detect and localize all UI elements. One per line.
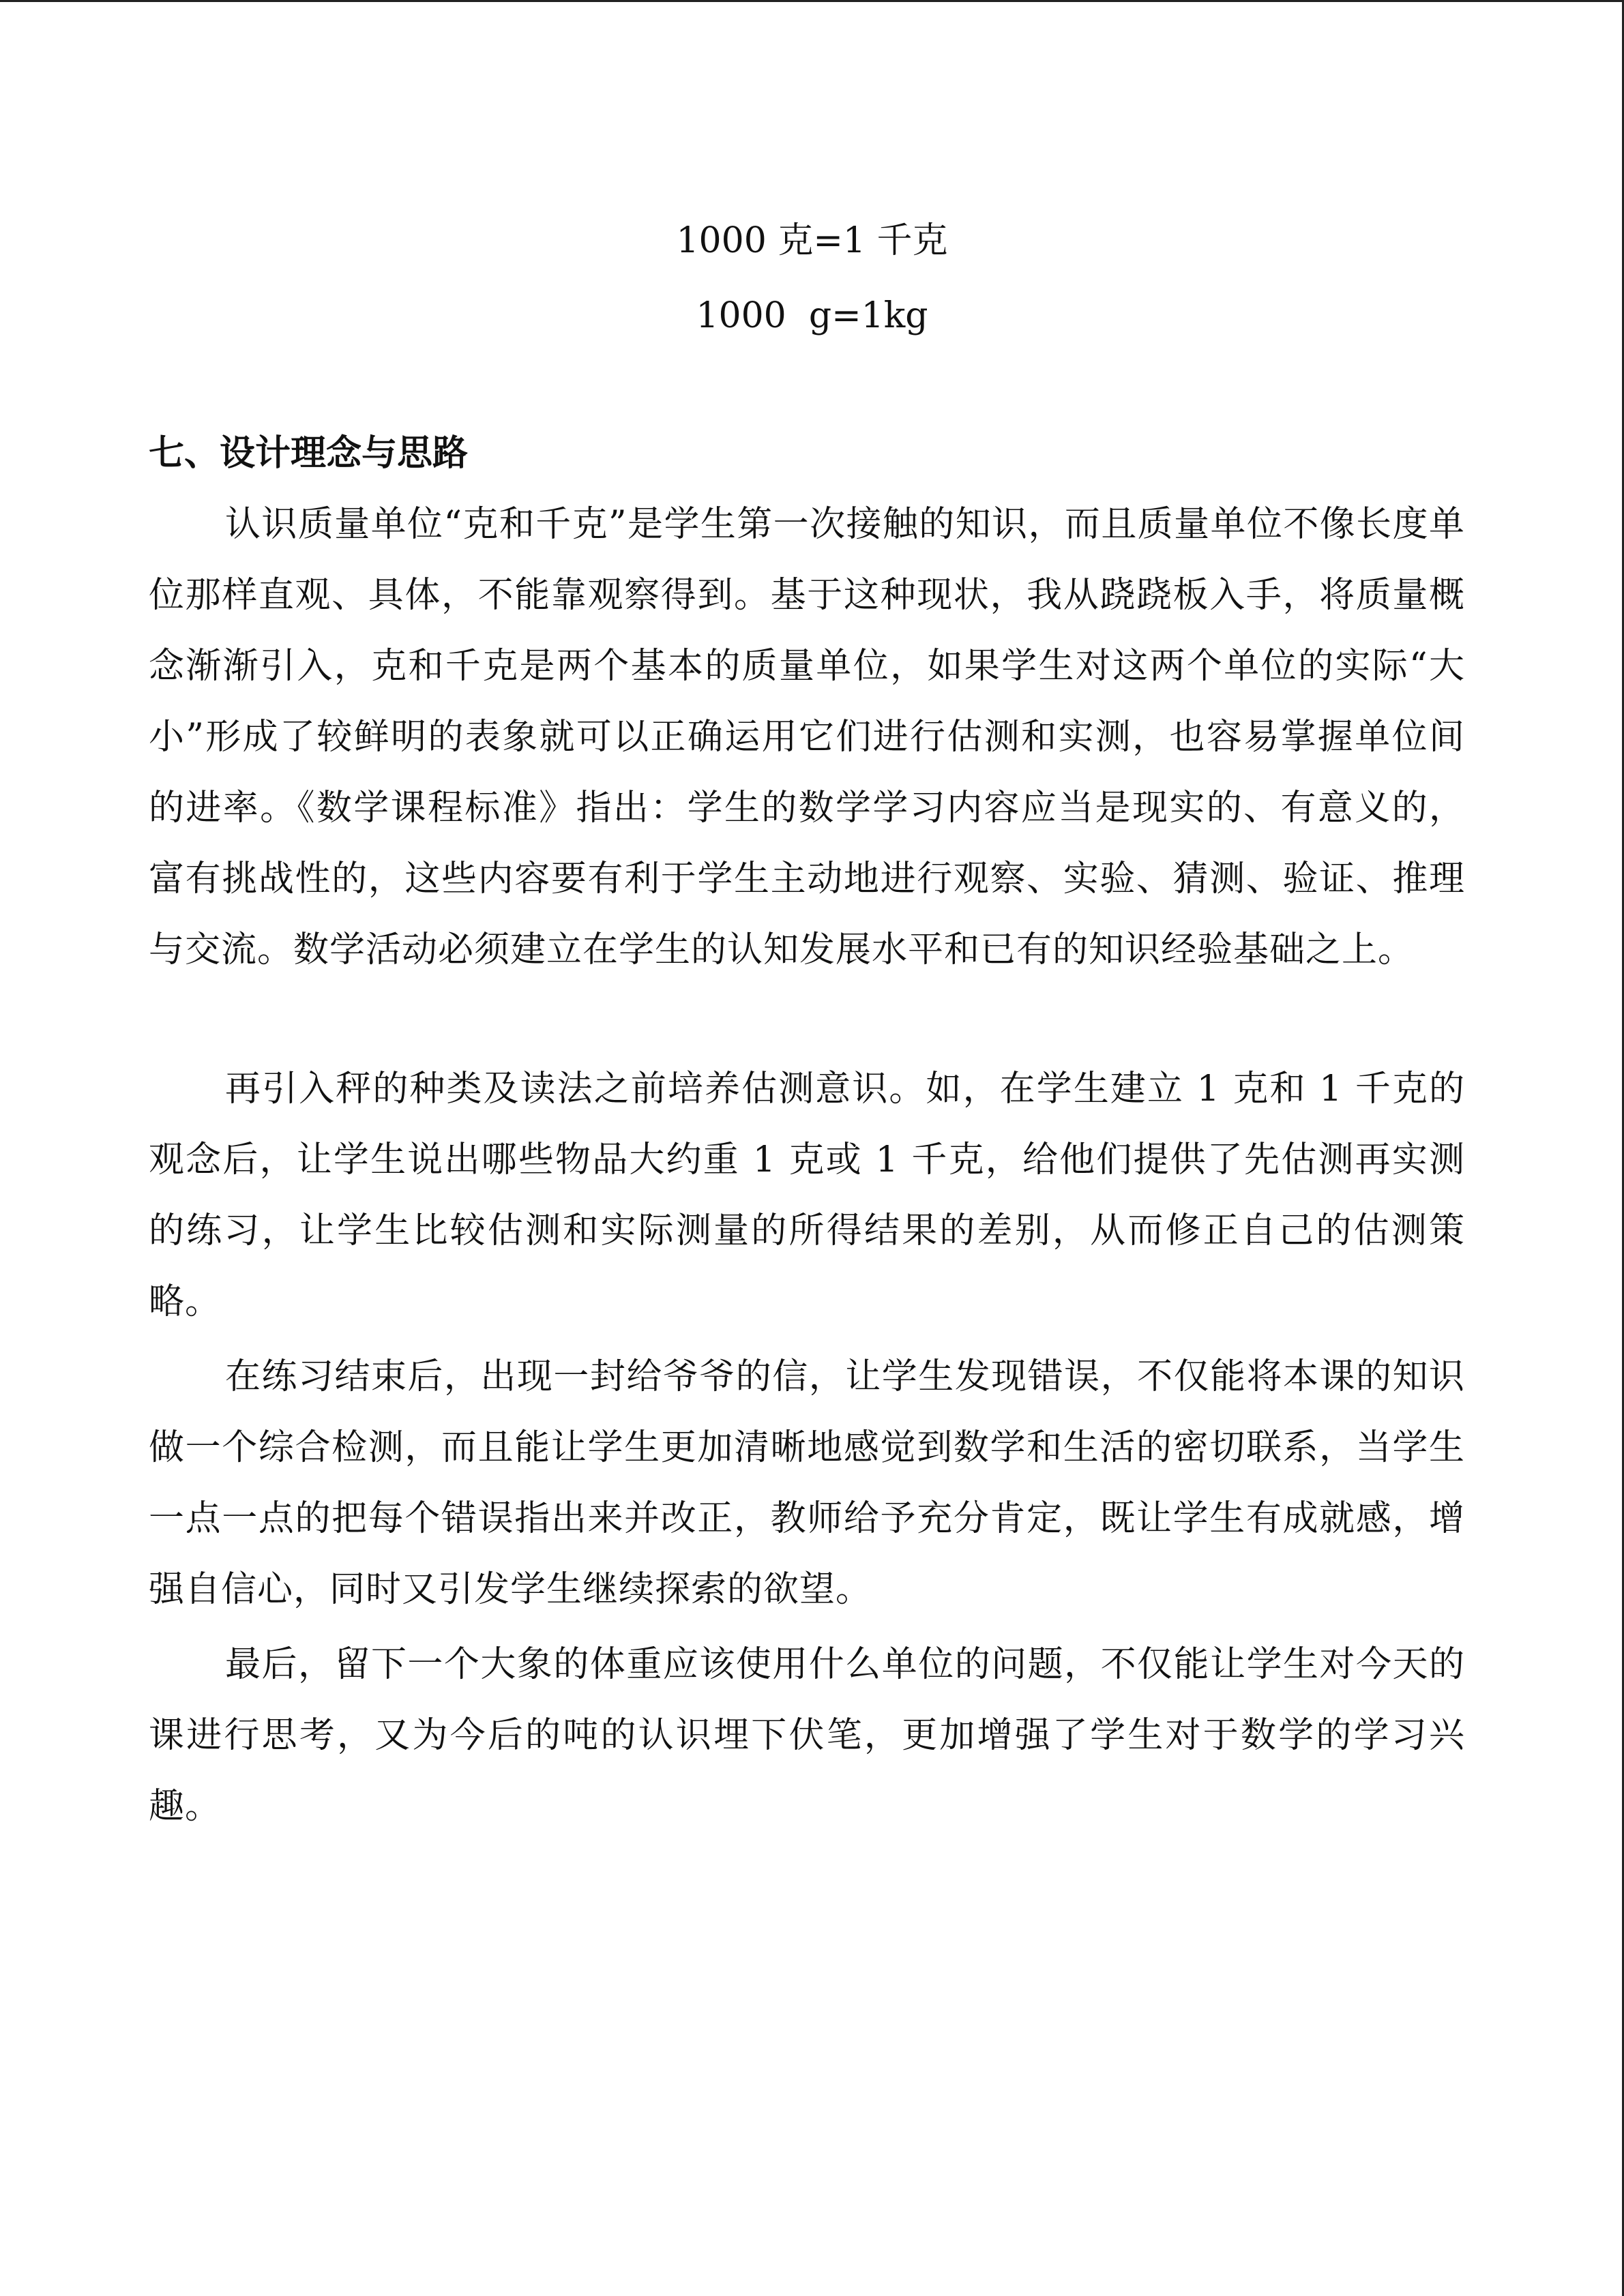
formula-grams-symbols: 1000 g=1kg — [696, 295, 928, 336]
paragraph-elephant-question: 最后，留下一个大象的体重应该使用什么单位的问题，不仅能让学生对今天的课进行思考，又为今后的吨的认识埋下伏笔，更加增强了学生对于数学的学习兴趣。 — [149, 1644, 1465, 1827]
section-heading: 七、设计理念与思路 — [149, 433, 469, 474]
paragraph-estimation: 再引入秤的种类及读法之前培养估测意识。如，在学生建立 1 克和 1 千克的观念后，让学生说出哪些物品大约重 1 克或 1 千克，给他们提供了先估测再实测的练习，让学生比较估测和实际测量的所得结果的差别，从而修正自己的估测策略。 — [149, 1069, 1465, 1322]
formula-grams-chinese: 1000 克=1 千克 — [676, 220, 948, 261]
paragraph-letter-exercise: 在练习结束后，出现一封给爷爷的信，让学生发现错误，不仅能将本课的知识做一个综合检测，而且能让学生更加清晰地感觉到数学和生活的密切联系，当学生一点一点的把每个错误指出来并改正，教师给予充分肯定，既让学生有成就感，增强自信心，同时又引发学生继续探索的欲望。 — [149, 1356, 1465, 1610]
paragraph-design-concept: 认识质量单位“克和千克”是学生第一次接触的知识，而且质量单位不像长度单位那样直观、具体，不能靠观察得到。基于这种现状，我从跷跷板入手，将质量概念渐渐引入，克和千克是两个基本的质量单位，如果学生对这两个单位的实际“大小”形成了较鲜明的表象就可以正确运用它们进行估测和实测，也容易掌握单位间的进率。《数学课程标准》指出：学生的数学学习内容应当是现实的、有意义的，富有挑战性的，这些内容要有利于学生主动地进行观察、实验、猜测、验证、推理与交流。数学活动必须建立在学生的认知发展水平和已有的知识经验基础之上。 — [149, 504, 1465, 970]
